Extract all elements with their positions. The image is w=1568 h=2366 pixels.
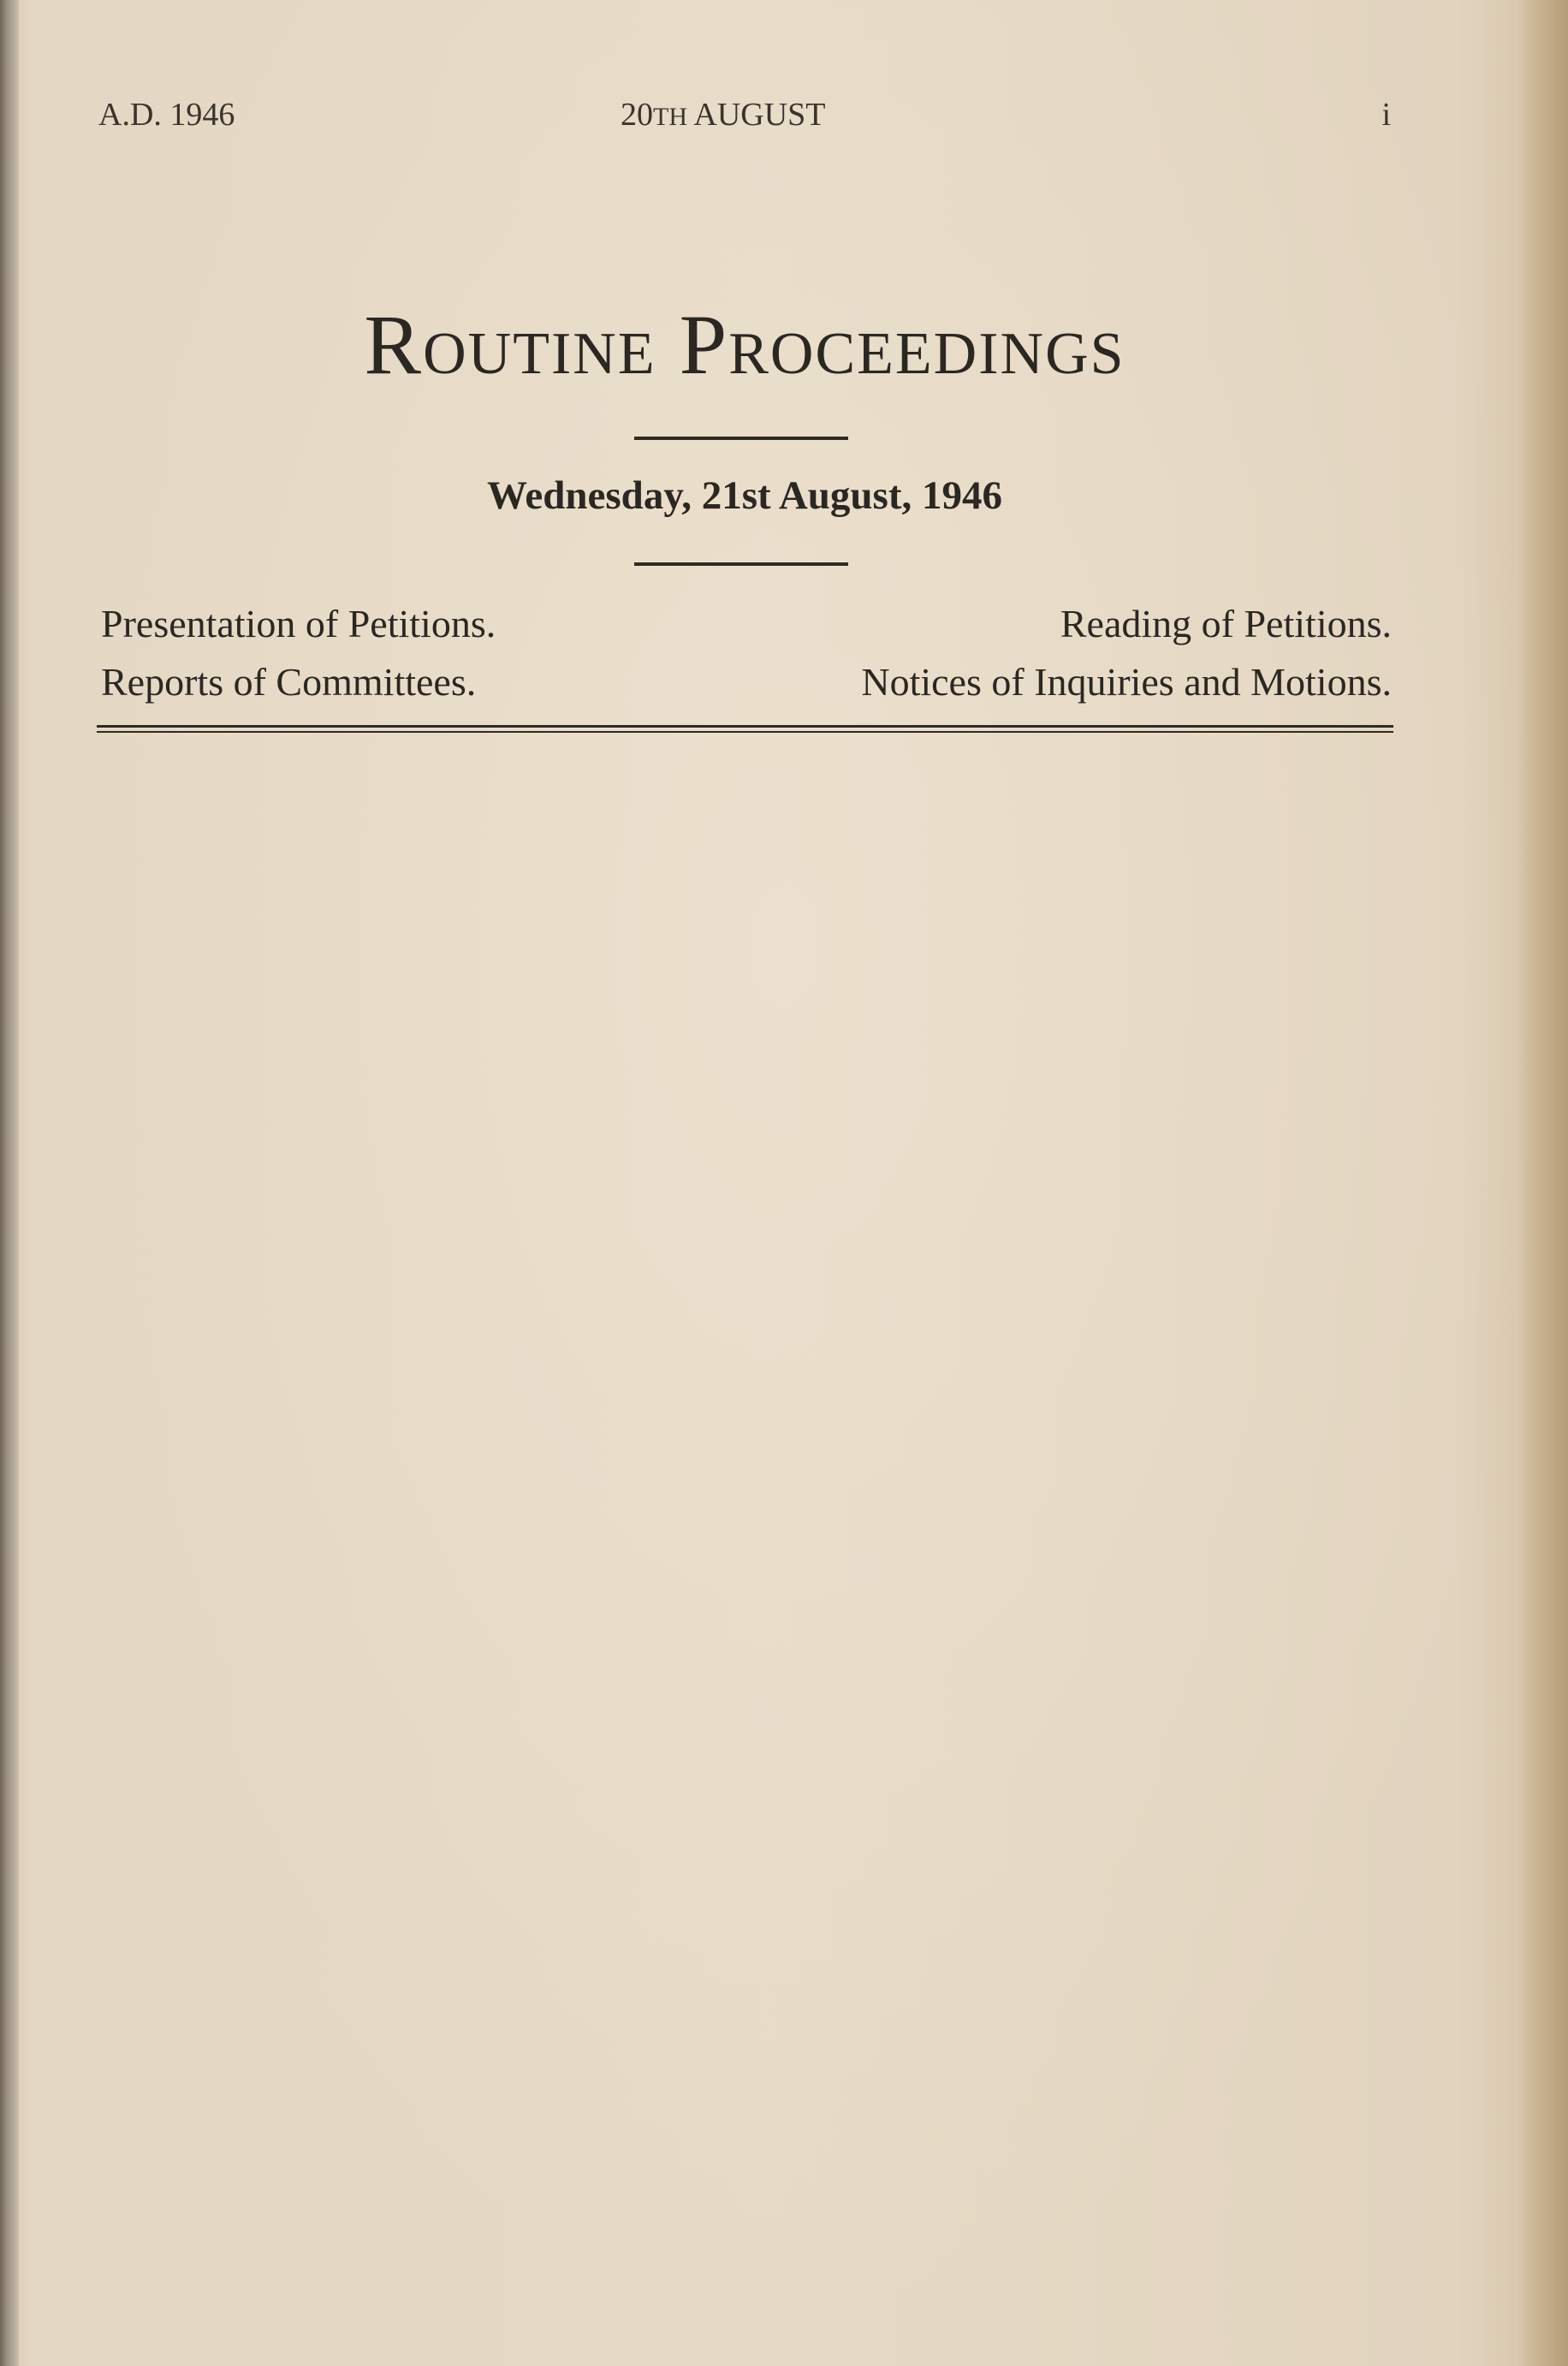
running-header [98, 96, 1391, 139]
header-date-day: 20 [621, 97, 653, 133]
page-title: Routine Proceedings [364, 297, 1126, 392]
title-rule [634, 437, 848, 440]
page-number: i [1381, 97, 1391, 133]
proceedings-row [101, 595, 1392, 653]
section-divider [97, 725, 1393, 733]
page-edge [1517, 0, 1568, 2366]
item-reading-of-petitions: Reading of Petitions. [1060, 602, 1392, 645]
header-date-suffix: TH [653, 103, 687, 131]
item-notices-of-inquiries: Notices of Inquiries and Motions. [861, 660, 1392, 704]
item-reports-of-committees: Reports of Committees. [101, 660, 477, 704]
proceedings-list [101, 595, 1392, 711]
sitting-date: Wednesday, 21st August, 1946 [486, 473, 1002, 518]
header-year: A.D. 1946 [98, 97, 235, 133]
item-presentation-of-petitions: Presentation of Petitions. [101, 602, 496, 645]
header-date [621, 96, 826, 134]
proceedings-row [101, 653, 1392, 711]
header-date-month: AUGUST [693, 97, 826, 133]
date-rule [634, 562, 848, 566]
